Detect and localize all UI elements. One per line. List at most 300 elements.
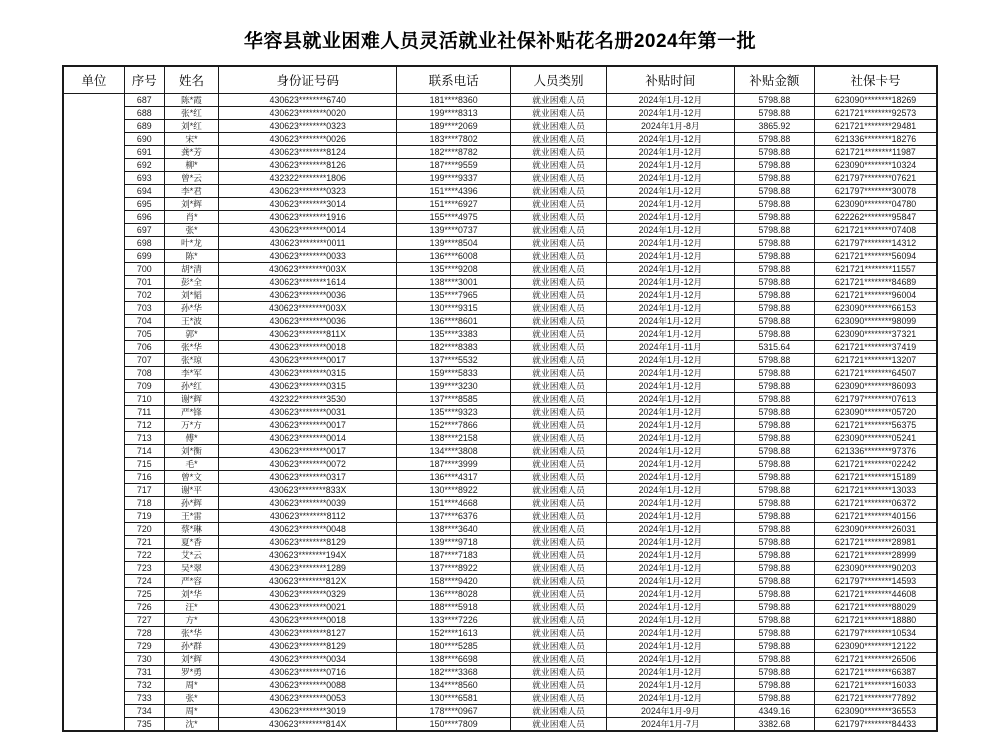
cell-seq: 696 — [124, 211, 164, 224]
cell-amount: 5798.88 — [734, 536, 814, 549]
cell-amount: 4349.16 — [734, 705, 814, 718]
cell-cat: 就业困难人员 — [510, 705, 606, 718]
cell-cat: 就业困难人员 — [510, 159, 606, 172]
cell-phone: 136****6008 — [397, 250, 511, 263]
cell-cat: 就业困难人员 — [510, 211, 606, 224]
cell-id: 430623********0716 — [219, 666, 397, 679]
cell-amount: 5798.88 — [734, 679, 814, 692]
cell-card: 623090********26031 — [815, 523, 937, 536]
cell-id: 432322********3530 — [219, 393, 397, 406]
cell-amount: 5798.88 — [734, 224, 814, 237]
cell-id: 430623********0036 — [219, 315, 397, 328]
cell-seq: 732 — [124, 679, 164, 692]
cell-amount: 5798.88 — [734, 133, 814, 146]
cell-name: 谢*平 — [164, 484, 218, 497]
cell-card: 621797********30078 — [815, 185, 937, 198]
cell-phone: 158****9420 — [397, 575, 511, 588]
cell-amount: 5798.88 — [734, 302, 814, 315]
cell-name: 谢*辉 — [164, 393, 218, 406]
cell-cat: 就业困难人员 — [510, 341, 606, 354]
cell-id: 430623********8126 — [219, 159, 397, 172]
cell-id: 430623********0036 — [219, 289, 397, 302]
cell-cat: 就业困难人员 — [510, 94, 606, 107]
cell-period: 2024年1月-12月 — [607, 315, 735, 328]
cell-period: 2024年1月-7月 — [607, 718, 735, 732]
cell-phone: 188****5918 — [397, 601, 511, 614]
table-row — [63, 432, 937, 445]
cell-phone: 138****6698 — [397, 653, 511, 666]
cell-phone: 181****8360 — [397, 94, 511, 107]
cell-period: 2024年1月-12月 — [607, 653, 735, 666]
cell-name: 曾*文 — [164, 471, 218, 484]
table-row — [63, 380, 937, 393]
cell-phone: 138****2158 — [397, 432, 511, 445]
cell-period: 2024年1月-12月 — [607, 458, 735, 471]
cell-id: 430623********8129 — [219, 640, 397, 653]
cell-period: 2024年1月-12月 — [607, 549, 735, 562]
cell-cat: 就业困难人员 — [510, 172, 606, 185]
cell-phone: 137****6376 — [397, 510, 511, 523]
cell-period: 2024年1月-12月 — [607, 679, 735, 692]
cell-id: 430623********1289 — [219, 562, 397, 575]
cell-name: 李*军 — [164, 367, 218, 380]
cell-phone: 155****4975 — [397, 211, 511, 224]
cell-card: 623090********04780 — [815, 198, 937, 211]
cell-period: 2024年1月-12月 — [607, 419, 735, 432]
cell-name: 刘*华 — [164, 588, 218, 601]
cell-seq: 702 — [124, 289, 164, 302]
table-row — [63, 315, 937, 328]
cell-cat: 就业困难人员 — [510, 484, 606, 497]
cell-name: 肖* — [164, 211, 218, 224]
cell-phone: 138****3640 — [397, 523, 511, 536]
cell-card: 621797********07613 — [815, 393, 937, 406]
cell-card: 621336********97376 — [815, 445, 937, 458]
cell-cat: 就业困难人员 — [510, 679, 606, 692]
table-row — [63, 159, 937, 172]
cell-card: 621721********06372 — [815, 497, 937, 510]
cell-seq: 699 — [124, 250, 164, 263]
cell-card: 621797********10534 — [815, 627, 937, 640]
table-row — [63, 510, 937, 523]
cell-phone: 139****8504 — [397, 237, 511, 250]
cell-phone: 135****9208 — [397, 263, 511, 276]
cell-amount: 5798.88 — [734, 315, 814, 328]
cell-cat: 就业困难人员 — [510, 601, 606, 614]
table-row — [63, 224, 937, 237]
cell-phone: 136****4317 — [397, 471, 511, 484]
cell-card: 623090********18269 — [815, 94, 937, 107]
cell-seq: 731 — [124, 666, 164, 679]
cell-cat: 就业困难人员 — [510, 653, 606, 666]
cell-seq: 705 — [124, 328, 164, 341]
cell-phone: 182****8782 — [397, 146, 511, 159]
cell-name: 张*琼 — [164, 354, 218, 367]
cell-amount: 3865.92 — [734, 120, 814, 133]
cell-card: 621797********14593 — [815, 575, 937, 588]
cell-card: 623090********37321 — [815, 328, 937, 341]
table-row — [63, 705, 937, 718]
cell-seq: 703 — [124, 302, 164, 315]
cell-card: 623090********98099 — [815, 315, 937, 328]
cell-name: 胡*清 — [164, 263, 218, 276]
cell-seq: 727 — [124, 614, 164, 627]
col-header-card: 社保卡号 — [815, 66, 937, 94]
cell-name: 张*红 — [164, 107, 218, 120]
cell-phone: 130****8922 — [397, 484, 511, 497]
cell-amount: 5798.88 — [734, 250, 814, 263]
cell-period: 2024年1月-12月 — [607, 601, 735, 614]
cell-period: 2024年1月-12月 — [607, 497, 735, 510]
cell-phone: 187****3999 — [397, 458, 511, 471]
cell-cat: 就业困难人员 — [510, 380, 606, 393]
table-row — [63, 614, 937, 627]
page-title: 华容县就业困难人员灵活就业社保补贴花名册2024年第一批 — [243, 31, 757, 52]
cell-cat: 就业困难人员 — [510, 458, 606, 471]
cell-cat: 就业困难人员 — [510, 588, 606, 601]
cell-period: 2024年1月-12月 — [607, 198, 735, 211]
cell-cat: 就业困难人员 — [510, 146, 606, 159]
cell-card: 621721********96004 — [815, 289, 937, 302]
cell-phone: 152****7866 — [397, 419, 511, 432]
cell-period: 2024年1月-12月 — [607, 640, 735, 653]
header-row — [63, 66, 937, 94]
cell-amount: 5798.88 — [734, 367, 814, 380]
cell-card: 621721********66387 — [815, 666, 937, 679]
cell-cat: 就业困难人员 — [510, 224, 606, 237]
cell-amount: 5798.88 — [734, 354, 814, 367]
roster-body — [63, 94, 937, 732]
cell-seq: 687 — [124, 94, 164, 107]
cell-amount: 5798.88 — [734, 627, 814, 640]
cell-cat: 就业困难人员 — [510, 627, 606, 640]
cell-cat: 就业困难人员 — [510, 289, 606, 302]
cell-id: 430623********3019 — [219, 705, 397, 718]
cell-phone: 189****2069 — [397, 120, 511, 133]
cell-phone: 130****6581 — [397, 692, 511, 705]
cell-cat: 就业困难人员 — [510, 419, 606, 432]
cell-period: 2024年1月-12月 — [607, 146, 735, 159]
cell-id: 430623********0072 — [219, 458, 397, 471]
cell-id: 430623********814X — [219, 718, 397, 732]
cell-amount: 5798.88 — [734, 172, 814, 185]
cell-cat: 就业困难人员 — [510, 549, 606, 562]
cell-card: 621721********18880 — [815, 614, 937, 627]
cell-seq: 724 — [124, 575, 164, 588]
cell-id: 430623********0018 — [219, 341, 397, 354]
table-row — [63, 198, 937, 211]
cell-id: 430623********0033 — [219, 250, 397, 263]
cell-amount: 5798.88 — [734, 146, 814, 159]
table-row — [63, 107, 937, 120]
cell-name: 王*雷 — [164, 510, 218, 523]
cell-amount: 5798.88 — [734, 510, 814, 523]
cell-seq: 707 — [124, 354, 164, 367]
cell-id: 430623********0014 — [219, 432, 397, 445]
cell-amount: 5798.88 — [734, 263, 814, 276]
cell-phone: 138****3001 — [397, 276, 511, 289]
table-row — [63, 497, 937, 510]
cell-card: 621721********56094 — [815, 250, 937, 263]
cell-name: 龚*芳 — [164, 146, 218, 159]
cell-amount: 5798.88 — [734, 562, 814, 575]
table-row — [63, 393, 937, 406]
cell-id: 430623********194X — [219, 549, 397, 562]
cell-seq: 710 — [124, 393, 164, 406]
cell-amount: 5315.64 — [734, 341, 814, 354]
cell-period: 2024年1月-12月 — [607, 237, 735, 250]
cell-id: 430623********0053 — [219, 692, 397, 705]
cell-cat: 就业困难人员 — [510, 328, 606, 341]
table-row — [63, 146, 937, 159]
cell-amount: 5798.88 — [734, 458, 814, 471]
cell-seq: 716 — [124, 471, 164, 484]
cell-amount: 5798.88 — [734, 328, 814, 341]
table-row — [63, 562, 937, 575]
table-row — [63, 458, 937, 471]
cell-name: 郭* — [164, 328, 218, 341]
cell-period: 2024年1月-12月 — [607, 354, 735, 367]
cell-name: 刘*红 — [164, 120, 218, 133]
cell-card: 621721********92573 — [815, 107, 937, 120]
table-row — [63, 406, 937, 419]
cell-name: 柳* — [164, 159, 218, 172]
cell-seq: 729 — [124, 640, 164, 653]
cell-card: 621721********29481 — [815, 120, 937, 133]
cell-id: 430623********0026 — [219, 133, 397, 146]
cell-seq: 722 — [124, 549, 164, 562]
cell-seq: 711 — [124, 406, 164, 419]
cell-cat: 就业困难人员 — [510, 185, 606, 198]
cell-cat: 就业困难人员 — [510, 302, 606, 315]
cell-phone: 136****8028 — [397, 588, 511, 601]
cell-card: 621721********28999 — [815, 549, 937, 562]
cell-name: 张*华 — [164, 627, 218, 640]
cell-amount: 5798.88 — [734, 653, 814, 666]
col-header-cat: 人员类别 — [510, 66, 606, 94]
cell-cat: 就业困难人员 — [510, 536, 606, 549]
cell-amount: 3382.68 — [734, 718, 814, 732]
cell-phone: 137****8585 — [397, 393, 511, 406]
cell-seq: 735 — [124, 718, 164, 732]
cell-seq: 689 — [124, 120, 164, 133]
cell-id: 430623********0048 — [219, 523, 397, 536]
cell-phone: 159****5833 — [397, 367, 511, 380]
cell-id: 430623********0018 — [219, 614, 397, 627]
cell-seq: 709 — [124, 380, 164, 393]
cell-phone: 137****5532 — [397, 354, 511, 367]
cell-seq: 714 — [124, 445, 164, 458]
cell-name: 孙*辉 — [164, 497, 218, 510]
table-row — [63, 588, 937, 601]
table-row — [63, 120, 937, 133]
cell-cat: 就业困难人员 — [510, 276, 606, 289]
cell-card: 621721********11987 — [815, 146, 937, 159]
cell-phone: 199****9337 — [397, 172, 511, 185]
cell-amount: 5798.88 — [734, 588, 814, 601]
cell-seq: 733 — [124, 692, 164, 705]
cell-phone: 182****3368 — [397, 666, 511, 679]
cell-name: 刘*辉 — [164, 198, 218, 211]
cell-id: 430623********1614 — [219, 276, 397, 289]
cell-card: 621721********40156 — [815, 510, 937, 523]
cell-id: 430623********0034 — [219, 653, 397, 666]
cell-phone: 135****3383 — [397, 328, 511, 341]
cell-card: 621721********64507 — [815, 367, 937, 380]
cell-phone: 133****7226 — [397, 614, 511, 627]
table-row — [63, 536, 937, 549]
cell-seq: 691 — [124, 146, 164, 159]
col-header-id: 身份证号码 — [219, 66, 397, 94]
cell-period: 2024年1月-12月 — [607, 185, 735, 198]
cell-seq: 697 — [124, 224, 164, 237]
cell-seq: 693 — [124, 172, 164, 185]
cell-amount: 5798.88 — [734, 406, 814, 419]
table-row — [63, 341, 937, 354]
cell-period: 2024年1月-12月 — [607, 133, 735, 146]
table-row — [63, 263, 937, 276]
cell-name: 周* — [164, 679, 218, 692]
cell-period: 2024年1月-12月 — [607, 666, 735, 679]
cell-amount: 5798.88 — [734, 484, 814, 497]
cell-phone: 152****1613 — [397, 627, 511, 640]
cell-card: 621721********02242 — [815, 458, 937, 471]
cell-period: 2024年1月-12月 — [607, 562, 735, 575]
table-row — [63, 211, 937, 224]
cell-period: 2024年1月-12月 — [607, 159, 735, 172]
cell-name: 刘*辉 — [164, 653, 218, 666]
cell-cat: 就业困难人员 — [510, 263, 606, 276]
cell-cat: 就业困难人员 — [510, 107, 606, 120]
cell-id: 430623********003X — [219, 302, 397, 315]
cell-amount: 5798.88 — [734, 497, 814, 510]
cell-id: 430623********0011 — [219, 237, 397, 250]
cell-phone: 135****9323 — [397, 406, 511, 419]
cell-name: 蔡*琳 — [164, 523, 218, 536]
cell-amount: 5798.88 — [734, 419, 814, 432]
cell-cat: 就业困难人员 — [510, 614, 606, 627]
cell-period: 2024年1月-12月 — [607, 471, 735, 484]
cell-cat: 就业困难人员 — [510, 562, 606, 575]
cell-period: 2024年1月-12月 — [607, 328, 735, 341]
cell-name: 沈* — [164, 718, 218, 732]
cell-period: 2024年1月-12月 — [607, 393, 735, 406]
cell-phone: 182****8383 — [397, 341, 511, 354]
cell-id: 430623********0317 — [219, 471, 397, 484]
cell-id: 430623********0039 — [219, 497, 397, 510]
cell-id: 430623********6740 — [219, 94, 397, 107]
cell-seq: 730 — [124, 653, 164, 666]
cell-seq: 728 — [124, 627, 164, 640]
cell-cat: 就业困难人员 — [510, 575, 606, 588]
table-row — [63, 679, 937, 692]
cell-id: 430623********003X — [219, 263, 397, 276]
cell-id: 430623********0031 — [219, 406, 397, 419]
cell-card: 622262********95847 — [815, 211, 937, 224]
cell-amount: 5798.88 — [734, 692, 814, 705]
cell-name: 严*锋 — [164, 406, 218, 419]
cell-phone: 151****4396 — [397, 185, 511, 198]
cell-card: 621721********26506 — [815, 653, 937, 666]
table-row — [63, 653, 937, 666]
table-row — [63, 250, 937, 263]
cell-card: 621721********28981 — [815, 536, 937, 549]
cell-seq: 717 — [124, 484, 164, 497]
cell-period: 2024年1月-12月 — [607, 107, 735, 120]
cell-cat: 就业困难人员 — [510, 718, 606, 732]
cell-phone: 180****5285 — [397, 640, 511, 653]
table-row — [63, 276, 937, 289]
cell-amount: 5798.88 — [734, 237, 814, 250]
cell-cat: 就业困难人员 — [510, 445, 606, 458]
cell-seq: 725 — [124, 588, 164, 601]
cell-seq: 690 — [124, 133, 164, 146]
cell-period: 2024年1月-12月 — [607, 94, 735, 107]
cell-card: 621721********84689 — [815, 276, 937, 289]
cell-cat: 就业困难人员 — [510, 432, 606, 445]
cell-period: 2024年1月-12月 — [607, 692, 735, 705]
cell-card: 623090********36553 — [815, 705, 937, 718]
cell-amount: 5798.88 — [734, 185, 814, 198]
cell-card: 621721********13033 — [815, 484, 937, 497]
cell-period: 2024年1月-12月 — [607, 276, 735, 289]
cell-amount: 5798.88 — [734, 666, 814, 679]
table-row — [63, 640, 937, 653]
col-header-seq: 序号 — [124, 66, 164, 94]
cell-card: 621797********84433 — [815, 718, 937, 732]
cell-seq: 688 — [124, 107, 164, 120]
cell-name: 孙*红 — [164, 380, 218, 393]
table-row — [63, 302, 937, 315]
cell-card: 621721********37419 — [815, 341, 937, 354]
table-row — [63, 549, 937, 562]
cell-card: 621797********07621 — [815, 172, 937, 185]
table-row — [63, 575, 937, 588]
cell-name: 孙*群 — [164, 640, 218, 653]
cell-seq: 706 — [124, 341, 164, 354]
cell-id: 430623********0323 — [219, 185, 397, 198]
cell-name: 艾*云 — [164, 549, 218, 562]
cell-name: 方* — [164, 614, 218, 627]
cell-id: 430623********0014 — [219, 224, 397, 237]
table-row — [63, 601, 937, 614]
cell-name: 毛* — [164, 458, 218, 471]
col-header-name: 姓名 — [164, 66, 218, 94]
cell-card: 621721********15189 — [815, 471, 937, 484]
table-row — [63, 666, 937, 679]
table-row — [63, 172, 937, 185]
cell-phone: 135****7965 — [397, 289, 511, 302]
cell-period: 2024年1月-9月 — [607, 705, 735, 718]
cell-card: 623090********05241 — [815, 432, 937, 445]
cell-cat: 就业困难人员 — [510, 237, 606, 250]
col-header-amount: 补贴金额 — [734, 66, 814, 94]
cell-name: 张* — [164, 224, 218, 237]
cell-name: 吴*翠 — [164, 562, 218, 575]
cell-amount: 5798.88 — [734, 614, 814, 627]
table-row — [63, 94, 937, 107]
cell-id: 430623********0315 — [219, 367, 397, 380]
cell-period: 2024年1月-12月 — [607, 445, 735, 458]
cell-period: 2024年1月-12月 — [607, 484, 735, 497]
cell-period: 2024年1月-12月 — [607, 510, 735, 523]
cell-cat: 就业困难人员 — [510, 497, 606, 510]
cell-cat: 就业困难人员 — [510, 471, 606, 484]
cell-period: 2024年1月-11月 — [607, 341, 735, 354]
table-row — [63, 692, 937, 705]
table-row — [63, 718, 937, 732]
cell-card: 621721********88029 — [815, 601, 937, 614]
